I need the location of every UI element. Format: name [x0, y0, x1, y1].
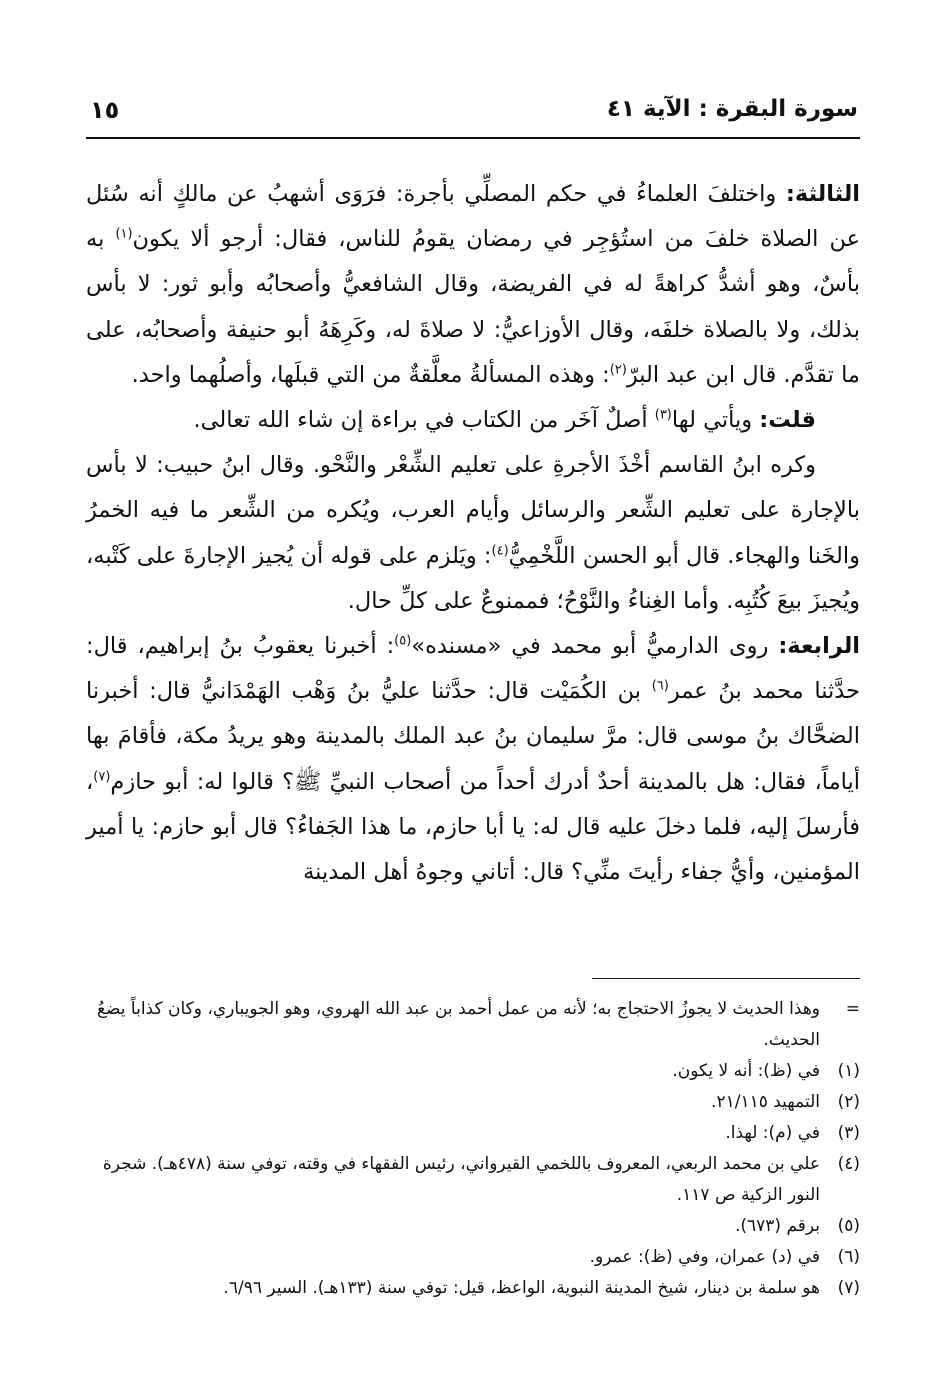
footnote — [86, 1087, 860, 1118]
text-segment: : أخبرنا يعقوبُ بنُ إبراهيم، قال: حدَّثنا محمد بنُ عمر — [86, 633, 860, 705]
footnote — [86, 1242, 860, 1273]
footnote-text: وهذا الحديث لا يجوزُ الاحتجاج به؛ لأنه من عمل أحمد بن عبد الله الهروي، وهو الجويباري، وكان كذاباً يضعُ الحديث. — [97, 999, 820, 1050]
footnote — [86, 1273, 860, 1304]
text-segment: وكره ابنُ القاسم أخْذَ الأجرةِ على تعليم الشِّعْر والنَّحْو. وقال ابنُ حبيب: لا بأس بالإجارة على تعليم الشِّعر والرسائل وأيام العرب، ويُكره من الشِّعر ما فيه الخمرُ والخَنا والهجاء. قال أبو الحسن اللَّخْمِيُّ — [86, 452, 861, 569]
footnote-ref[interactable]: (٤) — [491, 543, 509, 559]
footnote-text: في (د) عمران، وفي (ظ): عمرو. — [589, 1247, 820, 1267]
text-segment: : ويَلزم على قوله أن يُجيز الإجارةَ على كَتْبه، ويُجيزَ بيعَ كُتُبِه. وأما الغِناءُ والنَّوْحُ؛ فممنوعٌ على كلِّ حال. — [86, 542, 860, 614]
footnotes — [86, 994, 860, 1304]
paragraph-lead: الثالثة: — [785, 181, 860, 207]
header-title: سورة البقرة : الآية ٤١ — [606, 96, 858, 122]
footnote-mark: (٥) — [837, 1216, 860, 1236]
text-segment: : وهذه المسألةُ معلَّقةٌ من التي قبلَها، وأصلُهما واحد. — [131, 361, 610, 388]
running-header — [90, 96, 858, 136]
paragraph-lead: الرابعة: — [778, 633, 860, 660]
footnote — [86, 1211, 860, 1242]
footnote-text: في (م): لهذا. — [725, 1123, 820, 1143]
footnote-ref[interactable]: (٧) — [93, 769, 111, 785]
footnote-ref[interactable]: (٣) — [654, 407, 672, 423]
footnote-mark: (٢) — [837, 1092, 860, 1112]
paragraph — [86, 624, 860, 895]
footnote-text: علي بن محمد الربعي، المعروف باللخمي القيرواني، رئيس الفقهاء في وقته، توفي سنة (٤٧٨هـ). شجرة النور الزكية ص ١١٧. — [102, 1154, 820, 1205]
footnote-mark: (٤) — [837, 1154, 860, 1174]
footnote-ref[interactable]: (١) — [115, 226, 133, 242]
text-segment: ويأتي لها — [671, 407, 760, 434]
footnote — [86, 1149, 860, 1211]
paragraph — [86, 443, 860, 624]
text-segment: ، فأرسلَ إليه، فلما دخلَ عليه قال له: يا أبا حازم، ما هذا الجَفاءُ؟ قال أبو حازم: يا أمير المؤمنين، وأيُّ جفاء رأيتَ منِّي؟ قال: أتاني وجوهُ أهل المدينة — [86, 768, 860, 886]
footnote-text: برقم (٦٧٣). — [734, 1216, 820, 1236]
footnote-text: في (ظ): أنه لا يكون. — [672, 1061, 820, 1081]
text-segment: روى الدارميُّ أبو محمد في «مسنده» — [411, 633, 779, 660]
text-segment: واختلفَ العلماءُ في حكم المصلِّي بأجرة: فرَوَى أشهبُ عن مالكٍ أنه سُئل عن الصلاة خلفَ من استُؤجِر في رمضان يقومُ للناس، فقال: أرجو ألا يكون — [86, 181, 860, 253]
text-segment: بن الكُمَيْت قال: حدَّثنا عليُّ بنُ وَهْب الهَمْدَانيُّ قال: أخبرنا الضحَّاك بنُ موسى قال: مرَّ سليمان بنُ عبد الملك بالمدينة وهو يريدُ مكة، فأقامَ بها أياماً، فقال: هل بالمدينة أحدٌ أدرك أحداً من أصحاب النبيِّ ﷺ؟ قالوا له: أبو حازم — [86, 678, 860, 795]
footnote-mark: (٣) — [837, 1123, 860, 1143]
text-segment: به بأسٌ، وهو أشدُّ كراهةً له في الفريضة، وقال الشافعيُّ وأصحابُه وأبو ثور: لا بأس بذلك، ولا بالصلاة خلفَه، وقال الأوزاعيُّ: لا صلاةَ له، وكَرِهَهُ أبو حنيفة وأصحابُه، على ما تقدَّم. قال ابن عبد البرّ — [86, 226, 860, 388]
footnote-ref[interactable]: (٥) — [394, 633, 412, 649]
paragraph — [86, 172, 860, 398]
main-text — [86, 172, 860, 895]
footnote-mark: (١) — [837, 1061, 860, 1081]
paragraph-lead: قلت: — [759, 407, 816, 434]
footnote — [86, 1118, 860, 1149]
footnote-ref[interactable]: (٦) — [651, 678, 669, 694]
footnote-mark: (٧) — [837, 1278, 860, 1298]
page-number: ١٥ — [90, 96, 120, 124]
header-rule — [86, 137, 860, 139]
footnote-mark: = — [845, 999, 860, 1019]
footnote-ref[interactable]: (٢) — [609, 362, 627, 378]
footnote-separator — [592, 978, 860, 979]
footnote — [86, 994, 860, 1056]
footnote-text: التمهيد ٢١/١١٥. — [711, 1092, 820, 1112]
footnote — [86, 1056, 860, 1087]
footnote-mark: (٦) — [837, 1247, 860, 1267]
paragraph — [86, 398, 860, 443]
footnote-text: هو سلمة بن دينار، شيخ المدينة النبوية، الواعظ، قيل: توفي سنة (١٣٣هـ). السير ٦/٩٦. — [223, 1278, 820, 1298]
text-segment: أصلٌ آخَر من الكتاب في براءة إن شاء الله تعالى. — [193, 407, 655, 434]
